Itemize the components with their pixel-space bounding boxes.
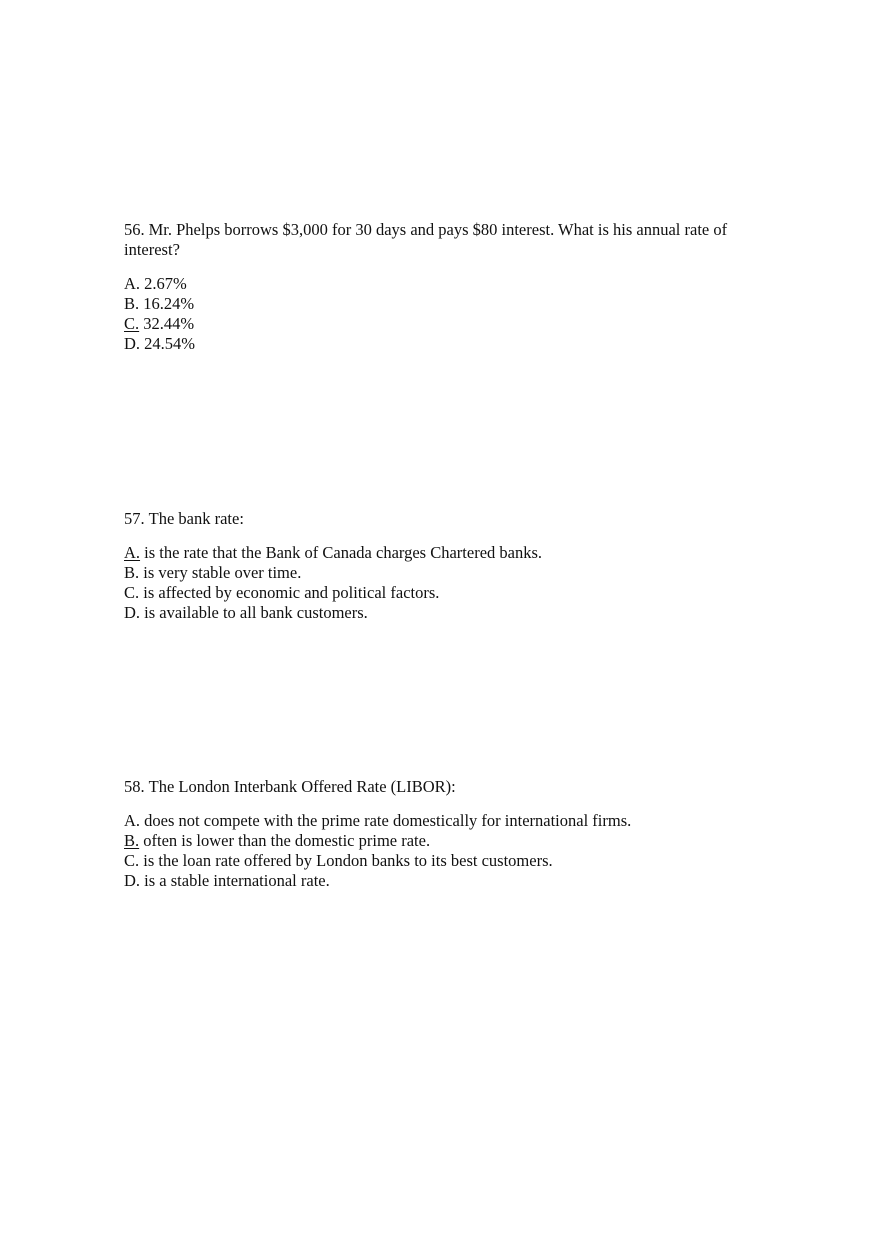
answer-option-b (124, 563, 764, 583)
answer-option-d (124, 603, 764, 623)
option-text: is affected by economic and political factors. (143, 583, 440, 602)
answer-option-c (124, 851, 764, 871)
option-text: is the rate that the Bank of Canada charges Chartered banks. (144, 543, 543, 562)
option-text: 16.24% (143, 294, 195, 313)
option-letter: A. (124, 274, 141, 293)
answer-options (124, 274, 764, 354)
question-number: 58. (124, 777, 145, 796)
option-letter: B. (124, 563, 140, 582)
option-text: 24.54% (144, 334, 196, 353)
question-text: The bank rate: (148, 509, 244, 528)
question-58 (124, 777, 764, 891)
option-text: is available to all bank customers. (144, 603, 368, 622)
option-letter: D. (124, 334, 141, 353)
option-text: 32.44% (143, 314, 195, 333)
option-letter: C. (124, 583, 140, 602)
answer-option-c (124, 314, 764, 334)
option-text: 2.67% (144, 274, 187, 293)
option-letter: A. (124, 811, 141, 830)
option-letter: D. (124, 871, 141, 890)
answer-option-a (124, 543, 764, 563)
answer-option-b (124, 294, 764, 314)
option-text: is a stable international rate. (144, 871, 330, 890)
answer-option-a (124, 274, 764, 294)
option-text: does not compete with the prime rate domestically for international firms. (144, 811, 632, 830)
question-stem (124, 220, 764, 260)
option-text: is very stable over time. (143, 563, 302, 582)
answer-options (124, 543, 764, 623)
option-letter: C. (124, 851, 140, 870)
answer-option-d (124, 334, 764, 354)
question-number: 57. (124, 509, 145, 528)
question-stem (124, 777, 764, 797)
option-text: often is lower than the domestic prime rate. (143, 831, 431, 850)
answer-option-c (124, 583, 764, 603)
correct-option-letter: B. (124, 831, 140, 850)
option-letter: D. (124, 603, 141, 622)
question-stem (124, 509, 764, 529)
option-letter: B. (124, 294, 140, 313)
answer-option-a (124, 811, 764, 831)
question-number: 56. (124, 220, 145, 239)
question-text: Mr. Phelps borrows $3,000 for 30 days and pays $80 interest. What is his annual rate of interest? (124, 220, 728, 259)
answer-option-b (124, 831, 764, 851)
answer-option-d (124, 871, 764, 891)
correct-option-letter: A. (124, 543, 141, 562)
question-57 (124, 509, 764, 623)
question-text: The London Interbank Offered Rate (LIBOR): (148, 777, 456, 796)
correct-option-letter: C. (124, 314, 140, 333)
option-text: is the loan rate offered by London banks to its best customers. (143, 851, 553, 870)
question-56 (124, 220, 764, 354)
answer-options (124, 811, 764, 891)
